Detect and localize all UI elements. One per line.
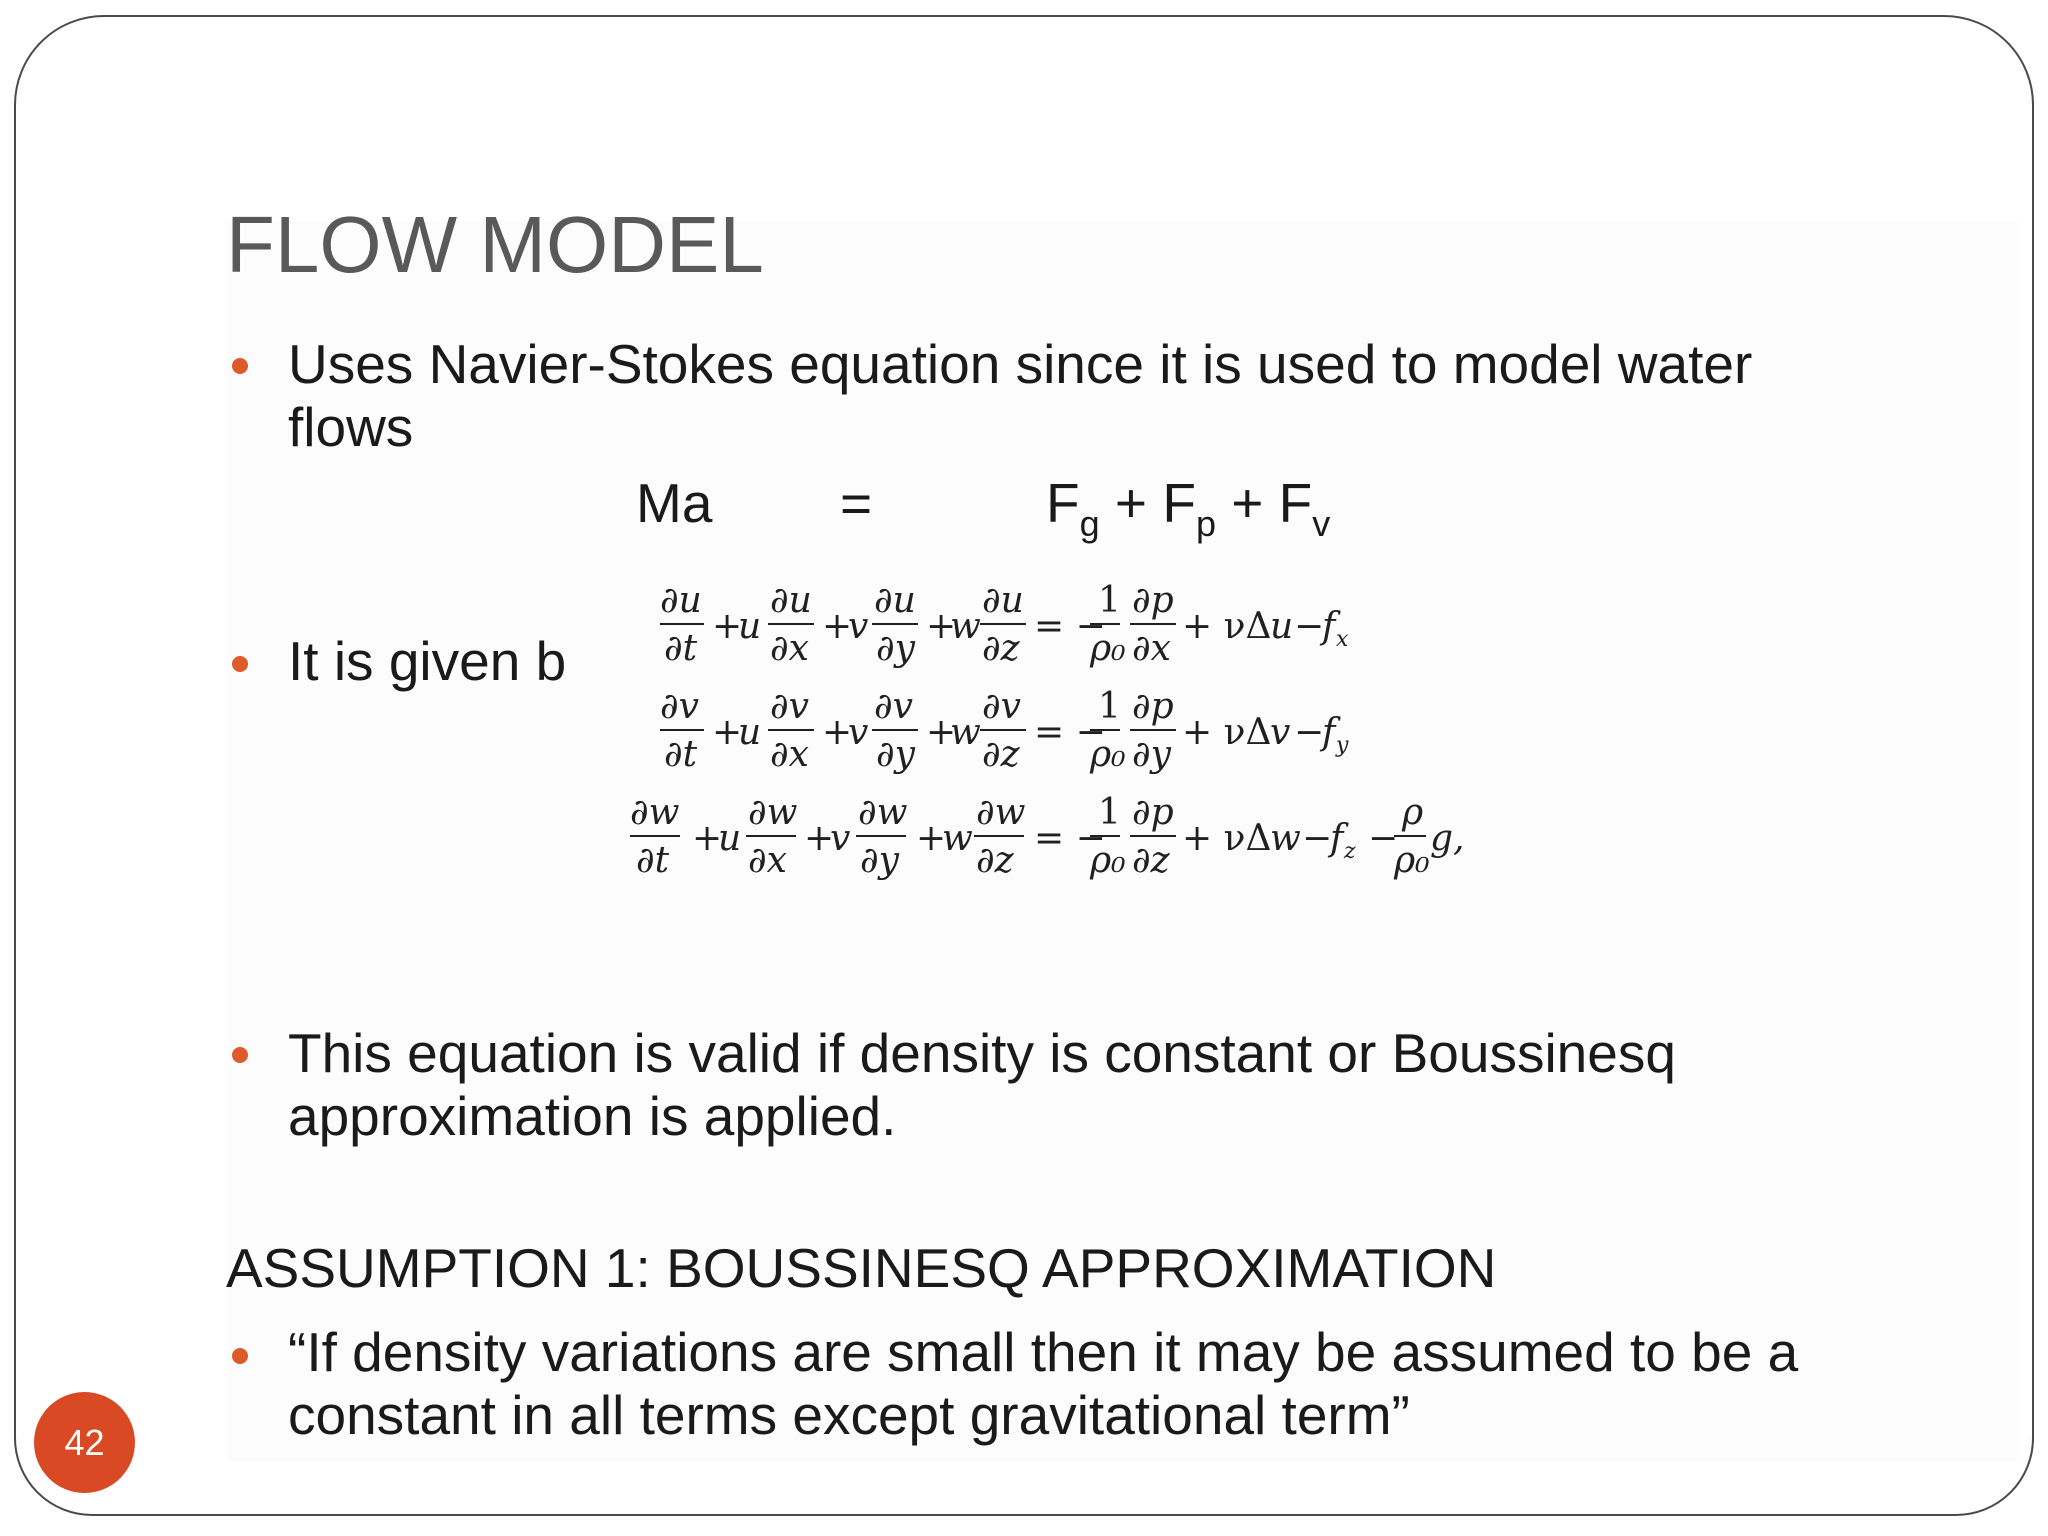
svg-text:+: + — [926, 712, 957, 753]
slide-title: FLOW MODEL — [226, 200, 764, 289]
plus-sign: + — [1114, 472, 1148, 534]
svg-text:+: + — [712, 712, 743, 753]
svg-text:u: u — [738, 606, 762, 647]
svg-text:+ νΔ: + νΔ — [1182, 818, 1272, 859]
page-number-badge — [34, 1392, 135, 1493]
svg-text:∂v: ∂v — [982, 686, 1021, 727]
plus-sign: + — [1231, 472, 1264, 534]
svg-text:1: 1 — [1098, 792, 1121, 833]
svg-text:1: 1 — [1098, 580, 1121, 621]
svg-text:x: x — [1336, 627, 1349, 652]
svg-text:+: + — [822, 712, 853, 753]
force-equation-equals: = — [840, 472, 873, 534]
ns-equation-z — [630, 792, 1465, 881]
svg-text:∂z: ∂z — [982, 628, 1020, 669]
svg-text:ρ: ρ — [1402, 792, 1424, 833]
svg-text:w: w — [942, 818, 973, 859]
svg-text:g,: g, — [1430, 818, 1465, 859]
navier-stokes-equations — [630, 580, 1470, 900]
svg-text:∂w: ∂w — [858, 792, 908, 833]
svg-text:−: − — [1368, 818, 1399, 859]
bullet-1-line-2: flows — [288, 396, 414, 458]
svg-text:= −: = − — [1034, 818, 1106, 859]
svg-text:∂z: ∂z — [982, 734, 1020, 775]
svg-text:+: + — [692, 818, 723, 859]
svg-text:∂u: ∂u — [660, 580, 702, 621]
svg-text:∂u: ∂u — [982, 580, 1024, 621]
bullet-3-line-2: approximation is applied. — [288, 1085, 897, 1147]
svg-text:= −: = − — [1034, 606, 1106, 647]
svg-text:+: + — [822, 606, 853, 647]
svg-text:∂x: ∂x — [770, 628, 809, 669]
ns-equation-y — [660, 686, 1349, 775]
svg-text:∂y: ∂y — [876, 628, 915, 669]
assumption-quote-line-1: “If density variations are small then it may be assumed to be a — [288, 1321, 1799, 1383]
svg-text:y: y — [1336, 733, 1349, 758]
svg-text:∂u: ∂u — [874, 580, 916, 621]
svg-text:∂p: ∂p — [1132, 792, 1174, 833]
force-term-v: $F_v$ — [1278, 472, 1331, 544]
svg-text:+: + — [926, 606, 957, 647]
svg-text:w: w — [950, 712, 981, 753]
svg-text:+ νΔ: + νΔ — [1182, 606, 1272, 647]
svg-text:v: v — [1270, 712, 1291, 753]
svg-text:∂x: ∂x — [1132, 628, 1171, 669]
svg-text:∂t: ∂t — [636, 840, 670, 881]
svg-text:∂y: ∂y — [860, 840, 899, 881]
svg-text:∂p: ∂p — [1132, 686, 1174, 727]
svg-text:f: f — [1330, 818, 1344, 859]
svg-text:= −: = − — [1034, 712, 1106, 753]
force-equation-lhs: Ma — [636, 472, 713, 534]
svg-text:u: u — [738, 712, 762, 753]
svg-text:∂u: ∂u — [770, 580, 812, 621]
bullet-dot — [232, 656, 248, 672]
svg-text:v: v — [848, 712, 869, 753]
bullet-dot — [232, 358, 248, 374]
svg-text:∂w: ∂w — [976, 792, 1026, 833]
svg-text:∂x: ∂x — [748, 840, 787, 881]
svg-text:ρ₀: ρ₀ — [1090, 840, 1126, 881]
svg-text:∂t: ∂t — [664, 734, 698, 775]
ns-equation-x — [660, 580, 1349, 669]
svg-text:−: − — [1302, 818, 1333, 859]
svg-text:∂w: ∂w — [630, 792, 680, 833]
svg-text:∂w: ∂w — [748, 792, 798, 833]
assumption-quote — [288, 1321, 1798, 1447]
svg-text:f: f — [1322, 712, 1336, 753]
bullet-1-line-1: Uses Navier-Stokes equation since it is used to model water — [288, 333, 1753, 395]
svg-text:∂t: ∂t — [664, 628, 698, 669]
bullet-text-2: It is given b — [288, 630, 567, 692]
svg-text:+: + — [804, 818, 835, 859]
svg-text:ρ₀: ρ₀ — [1394, 840, 1430, 881]
svg-text:+: + — [712, 606, 743, 647]
bullet-dot — [232, 1047, 248, 1063]
svg-text:v: v — [830, 818, 851, 859]
svg-text:+: + — [916, 818, 947, 859]
svg-text:∂y: ∂y — [876, 734, 915, 775]
svg-text:ρ₀: ρ₀ — [1090, 734, 1126, 775]
bullet-text-1 — [288, 333, 1752, 459]
svg-text:∂v: ∂v — [660, 686, 699, 727]
svg-text:u: u — [718, 818, 742, 859]
page-number: 42 — [64, 1421, 105, 1463]
bullet-text-3 — [288, 1022, 1676, 1148]
svg-text:∂v: ∂v — [770, 686, 809, 727]
assumption-quote-line-2: constant in all terms except gravitational term” — [288, 1384, 1410, 1446]
bullet-dot — [232, 1348, 248, 1364]
svg-text:−: − — [1294, 712, 1325, 753]
force-term-g: $F_g$ — [1046, 472, 1100, 544]
svg-text:+ νΔ: + νΔ — [1182, 712, 1272, 753]
svg-text:∂z: ∂z — [1132, 840, 1170, 881]
svg-text:∂x: ∂x — [770, 734, 809, 775]
bullet-3-line-1: This equation is valid if density is constant or Boussinesq — [288, 1022, 1676, 1084]
svg-text:∂p: ∂p — [1132, 580, 1174, 621]
svg-text:∂y: ∂y — [1132, 734, 1171, 775]
force-term-p: $F_p$ — [1162, 472, 1216, 544]
svg-text:u: u — [1270, 606, 1294, 647]
svg-text:∂v: ∂v — [874, 686, 913, 727]
assumption-heading: ASSUMPTION 1: BOUSSINESQ APPROXIMATION — [226, 1237, 1497, 1299]
svg-text:f: f — [1322, 606, 1336, 647]
svg-text:ρ₀: ρ₀ — [1090, 628, 1126, 669]
svg-text:∂z: ∂z — [976, 840, 1014, 881]
svg-text:w: w — [1270, 818, 1301, 859]
force-equation-rhs — [1046, 472, 1331, 544]
svg-text:w: w — [950, 606, 981, 647]
svg-text:−: − — [1294, 606, 1325, 647]
svg-text:1: 1 — [1098, 686, 1121, 727]
svg-text:z: z — [1344, 839, 1356, 864]
svg-text:v: v — [848, 606, 869, 647]
